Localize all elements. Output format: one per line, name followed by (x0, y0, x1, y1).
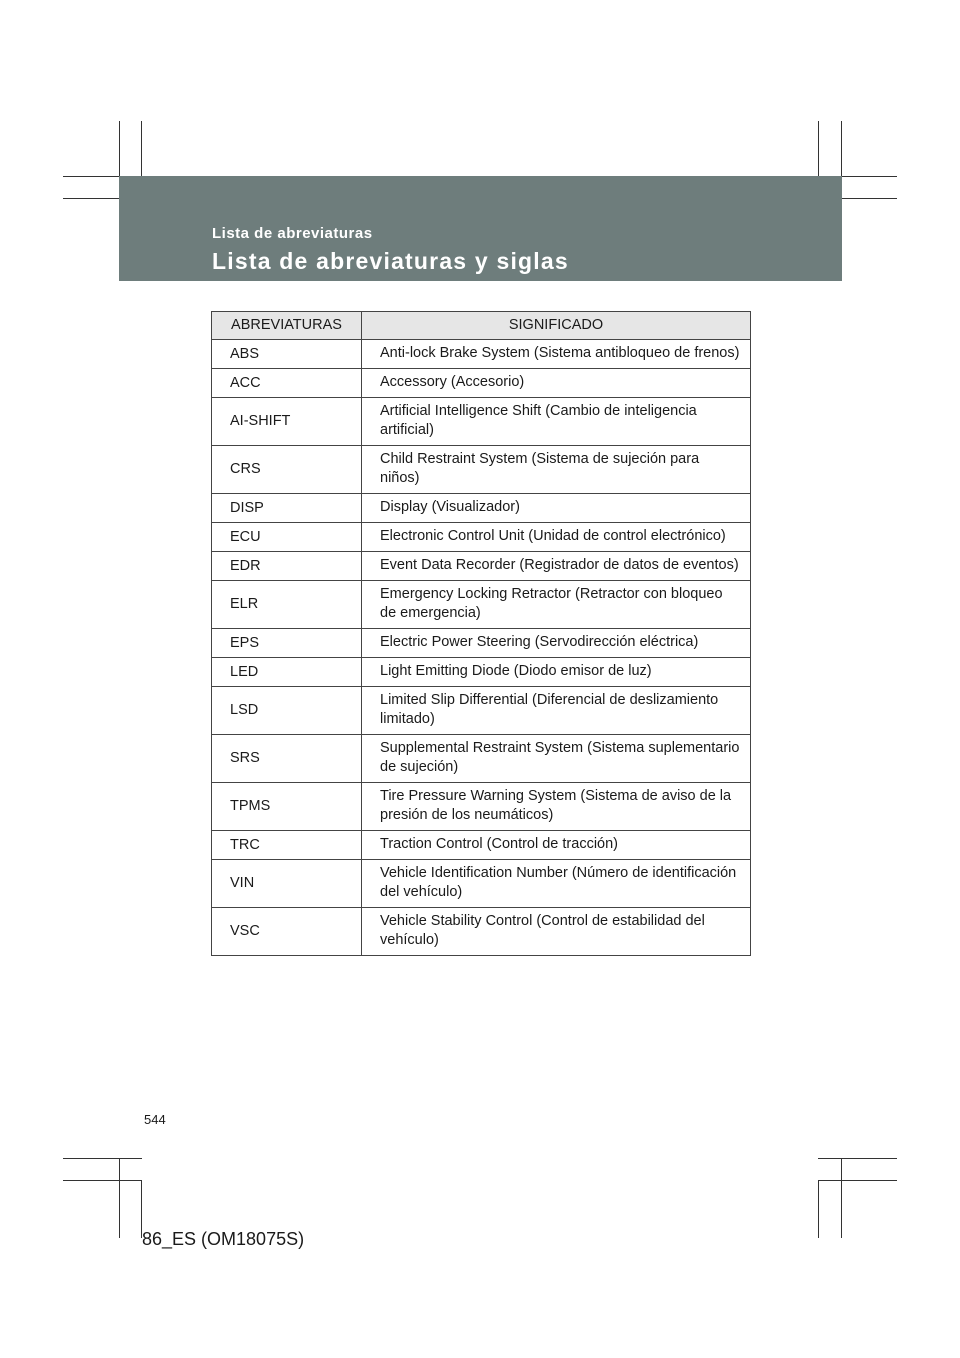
abbreviation-cell: AI-SHIFT (212, 398, 362, 446)
document-code: 86_ES (OM18075S) (142, 1229, 305, 1249)
abbreviation-cell: ABS (212, 340, 362, 369)
meaning-cell: Tire Pressure Warning System (Sistema de aviso de la presión de los neumáticos) (362, 783, 751, 831)
abbreviation-cell: LED (212, 658, 362, 687)
table-row (212, 687, 751, 735)
abbreviation-cell: SRS (212, 735, 362, 783)
table-row (212, 783, 751, 831)
meaning-cell: Supplemental Restraint System (Sistema suplementario de sujeción) (362, 735, 751, 783)
table-row (212, 523, 751, 552)
table-row (212, 581, 751, 629)
table-row (212, 340, 751, 369)
page-title: Lista de abreviaturas y siglas (212, 248, 569, 274)
table-row (212, 552, 751, 581)
meaning-cell: Electric Power Steering (Servodirección eléctrica) (362, 629, 751, 658)
meaning-cell: Display (Visualizador) (362, 494, 751, 523)
column-header-abbreviations: ABREVIATURAS (212, 312, 362, 340)
abbreviations-table (211, 311, 751, 956)
abbreviation-cell: CRS (212, 446, 362, 494)
abbreviation-cell: EPS (212, 629, 362, 658)
crop-mark (119, 1158, 120, 1238)
abbreviation-cell: TRC (212, 831, 362, 860)
crop-mark (63, 1158, 142, 1159)
crop-mark (818, 1158, 897, 1159)
abbreviation-cell: ELR (212, 581, 362, 629)
meaning-cell: Anti-lock Brake System (Sistema antibloqueo de frenos) (362, 340, 751, 369)
crop-mark (818, 1180, 897, 1181)
meaning-cell: Emergency Locking Retractor (Retractor con bloqueo de emergencia) (362, 581, 751, 629)
crop-mark (63, 1180, 142, 1181)
abbreviation-cell: DISP (212, 494, 362, 523)
crop-mark (818, 1180, 819, 1238)
crop-mark (841, 1158, 842, 1238)
column-header-meaning: SIGNIFICADO (362, 312, 751, 340)
meaning-cell: Limited Slip Differential (Diferencial de deslizamiento limitado) (362, 687, 751, 735)
meaning-cell: Vehicle Stability Control (Control de estabilidad del vehículo) (362, 908, 751, 956)
table-row (212, 446, 751, 494)
abbreviation-cell: VIN (212, 860, 362, 908)
meaning-cell: Accessory (Accesorio) (362, 369, 751, 398)
meaning-cell: Light Emitting Diode (Diodo emisor de luz) (362, 658, 751, 687)
table-header-row (212, 312, 751, 340)
meaning-cell: Traction Control (Control de tracción) (362, 831, 751, 860)
abbreviation-cell: ECU (212, 523, 362, 552)
table-row (212, 908, 751, 956)
abbreviation-cell: ACC (212, 369, 362, 398)
meaning-cell: Artificial Intelligence Shift (Cambio de inteligencia artificial) (362, 398, 751, 446)
table-row (212, 735, 751, 783)
table-body (212, 340, 751, 956)
abbreviation-cell: VSC (212, 908, 362, 956)
table-row (212, 494, 751, 523)
abbreviation-cell: LSD (212, 687, 362, 735)
table-row (212, 398, 751, 446)
meaning-cell: Electronic Control Unit (Unidad de control electrónico) (362, 523, 751, 552)
table-row (212, 658, 751, 687)
meaning-cell: Vehicle Identification Number (Número de identificación del vehículo) (362, 860, 751, 908)
abbreviation-cell: EDR (212, 552, 362, 581)
section-header-band (119, 176, 842, 281)
page-number: 544 (144, 1112, 166, 1127)
table-row (212, 860, 751, 908)
table-row (212, 369, 751, 398)
table-row (212, 831, 751, 860)
meaning-cell: Child Restraint System (Sistema de sujeción para niños) (362, 446, 751, 494)
meaning-cell: Event Data Recorder (Registrador de datos de eventos) (362, 552, 751, 581)
section-label: Lista de abreviaturas (212, 225, 373, 242)
table-row (212, 629, 751, 658)
abbreviation-cell: TPMS (212, 783, 362, 831)
